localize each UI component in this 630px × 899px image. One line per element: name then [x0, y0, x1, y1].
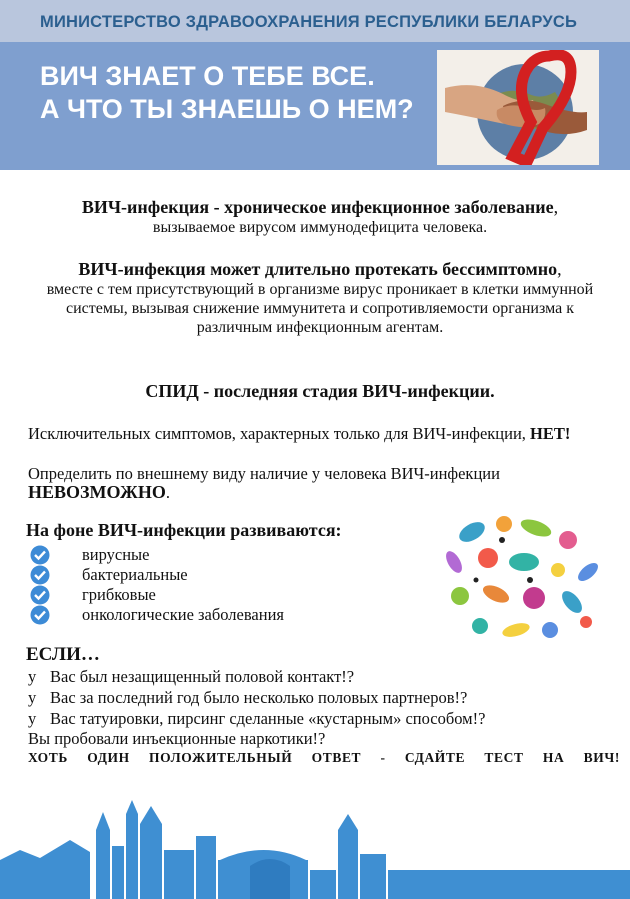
- hands-globe-illustration: [437, 50, 599, 165]
- disease-label: вирусные: [82, 545, 150, 564]
- question-text: Вы пробовали инъекционные наркотики!?: [28, 729, 326, 748]
- question-item: [28, 709, 485, 729]
- definition-bold: ВИЧ-инфекция - хроническое инфекционное заболевание: [81, 197, 554, 217]
- question-text: Вас татуировки, пирсинг сделанные «кустарным» способом!?: [50, 709, 486, 728]
- headline-line-1: ВИЧ ЗНАЕТ О ТЕБЕ ВСЕ.: [40, 61, 375, 91]
- checkmark-icon: [30, 605, 50, 625]
- question-item: [28, 667, 354, 687]
- city-skyline-illustration: [0, 800, 630, 899]
- diseases-title: На фоне ВИЧ-инфекции развиваются:: [26, 520, 342, 540]
- definition-paragraph: [22, 198, 618, 237]
- appearance-text: Определить по внешнему виду наличие у человека ВИЧ-инфекции: [28, 464, 500, 483]
- if-title: ЕСЛИ…: [26, 644, 100, 665]
- appearance-impossible: НЕВОЗМОЖНО: [28, 482, 166, 502]
- hands-ribbon-image: [437, 50, 599, 165]
- question-marker: у: [28, 688, 37, 707]
- question-text: Вас за последний год было несколько половых партнеров!?: [50, 688, 468, 707]
- question-marker: у: [28, 709, 37, 728]
- asymptomatic-paragraph: [22, 260, 618, 337]
- disease-label: онкологические заболевания: [82, 605, 284, 624]
- appearance-period: .: [165, 483, 170, 502]
- headline-line-2: А ЧТО ТЫ ЗНАЕШЬ О НЕМ?: [40, 94, 414, 124]
- symptoms-no: НЕТ!: [530, 424, 571, 443]
- question-marker: у: [28, 667, 37, 686]
- definition-rest: вызываемое вирусом иммунодефицита человека.: [152, 219, 488, 236]
- question-text: Вас был незащищенный половой контакт!?: [50, 667, 355, 686]
- checkmark-icon: [30, 565, 50, 585]
- checkmark-icon: [30, 545, 50, 565]
- ministry-title: МИНИСТЕРСТВО ЗДРАВООХРАНЕНИЯ РЕСПУБЛИКИ БЕЛАРУСЬ: [40, 13, 578, 31]
- asymptomatic-comma: ,: [557, 259, 562, 279]
- call-to-action: ХОТЬ ОДИН ПОЛОЖИТЕЛЬНЫЙ ОТВЕТ - СДАЙТЕ ТЕСТ НА ВИЧ!: [28, 750, 620, 765]
- definition-comma: ,: [553, 197, 559, 217]
- aids-stage: СПИД - последняя стадия ВИЧ-инфекции.: [145, 381, 495, 401]
- symptoms-text: Исключительных симптомов, характерных только для ВИЧ-инфекции,: [28, 424, 531, 443]
- microbes-illustration: [436, 510, 608, 650]
- asymptomatic-rest: вместе с тем присутствующий в организме вирус проникает в клетки иммунной системы, вызывая снижение иммунитета и сопротивляемости организма к различным инфекционным агентам.: [46, 281, 594, 336]
- asymptomatic-bold: ВИЧ-инфекция может длительно протекать бессимптомно: [78, 259, 558, 279]
- appearance-paragraph: [28, 464, 620, 502]
- symptoms-paragraph: [28, 424, 620, 443]
- headline: [40, 60, 414, 126]
- question-item: [28, 729, 325, 749]
- disease-label: грибковые: [82, 585, 156, 604]
- aids-paragraph: [22, 382, 618, 402]
- checkmark-icon: [30, 585, 50, 605]
- disease-label: бактериальные: [82, 565, 188, 584]
- question-item: [28, 688, 467, 708]
- header: [0, 0, 630, 170]
